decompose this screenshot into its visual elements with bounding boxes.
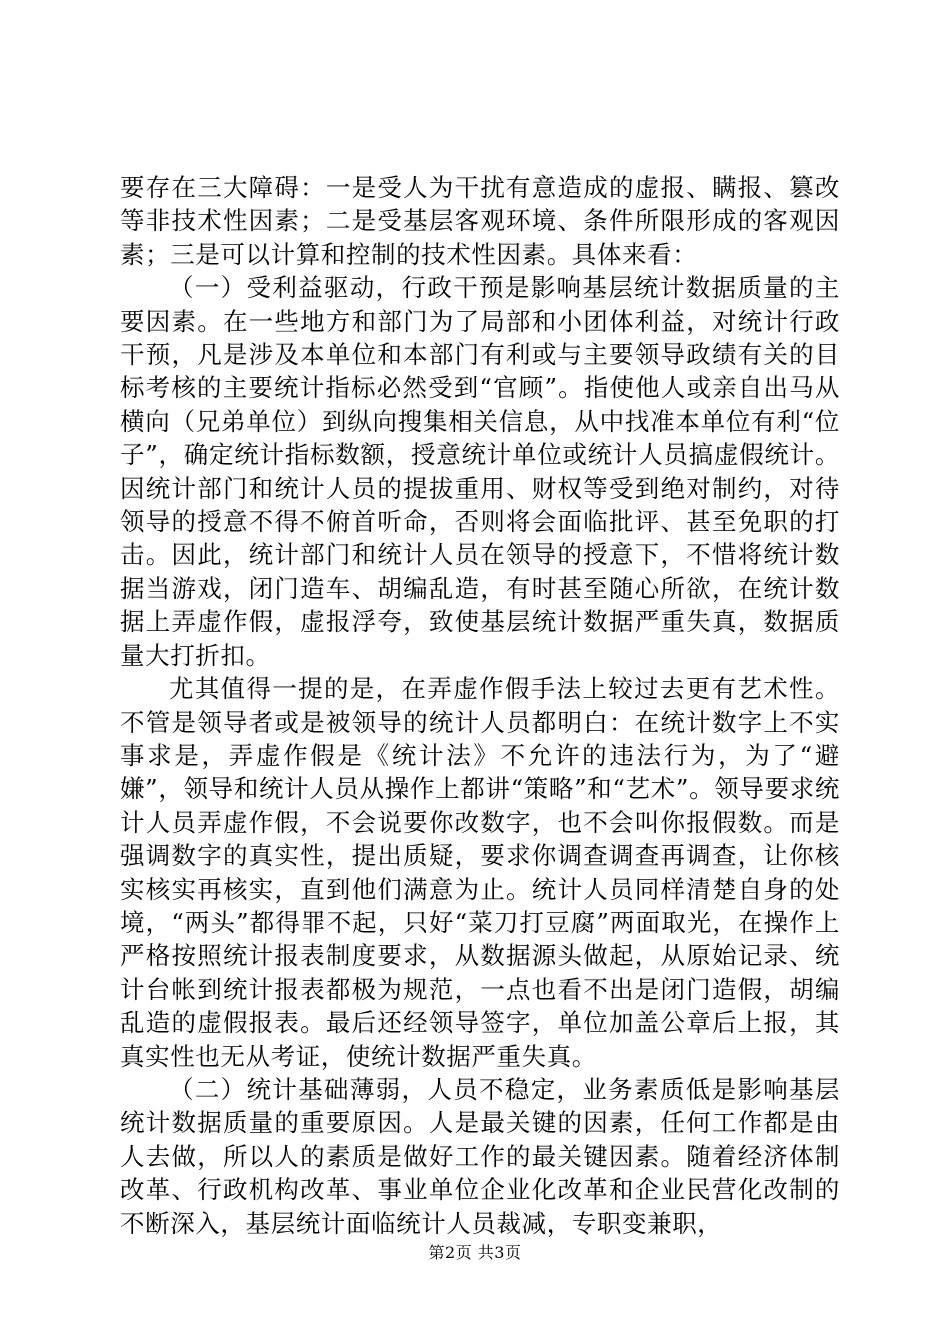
- paragraph-continuation: 要存在三大障碍：一是受人为干扰有意造成的虚报、瞒报、篡改等非技术性因素；二是受基层客观环境、条件所限形成的客观因素；三是可以计算和控制的技术性因素。具体来看：: [120, 173, 840, 269]
- paragraph-section-two: （二）统计基础薄弱，人员不稳定，业务素质低是影响基层统计数据质量的重要原因。人是最关键的因素，任何工作都是由人去做，所以人的素质是做好工作的最关键因素。随着经济体制改革、行政机构改革、事业单位企业化改革和企业民营化改制的不断深入，基层统计面临统计人员裁减，专职变兼职，: [120, 1074, 840, 1238]
- page-number: 第2页 共3页: [428, 1243, 522, 1262]
- body-text: [120, 171, 840, 1240]
- page-footer: [0, 1243, 950, 1263]
- paragraph-artful-falsification: 尤其值得一提的是，在弄虚作假手法上较过去更有艺术性。不管是领导者或是被领导的统计人员都明白：在统计数字上不实事求是，弄虚作假是《统计法》不允许的违法行为，为了“避嫌”，领导和统计人员从操作上都讲“策略”和“艺术”。领导要求统计人员弄虚作假，不会说要你改数字，也不会叫你报假数。而是强调数字的真实性，提出质疑，要求你调查调查再调查，让你核实核实再核实，直到他们满意为止。统计人员同样清楚自身的处境，“两头”都得罪不起，只好“菜刀打豆腐”两面取光，在操作上严格按照统计报表制度要求，从数据源头做起，从原始记录、统计台帐到统计报表都极为规范，一点也看不出是闭门造假，胡编乱造的虚假报表。最后还经领导签字，单位加盖公章后上报，其真实性也无从考证，使统计数据严重失真。: [120, 674, 840, 1071]
- paragraph-section-one: （一）受利益驱动，行政干预是影响基层统计数据质量的主要因素。在一些地方和部门为了局部和小团体利益，对统计行政干预，凡是涉及本单位和本部门有利或与主要领导政绩有关的目标考核的主要统计指标必然受到“官顾”。指使他人或亲自出马从横向（兄弟单位）到纵向搜集相关信息，从中找准本单位有利“位子”，确定统计指标数额，授意统计单位或统计人员搞虚假统计。因统计部门和统计人员的提拔重用、财权等受到绝对制约，对待领导的授意不得不俯首听命，否则将会面临批评、甚至免职的打击。因此，统计部门和统计人员在领导的授意下，不惜将统计数据当游戏，闭门造车、胡编乱造，有时甚至随心所欲，在统计数据上弄虚作假，虚报浮夸，致使基层统计数据严重失真，数据质量大打折扣。: [120, 273, 840, 670]
